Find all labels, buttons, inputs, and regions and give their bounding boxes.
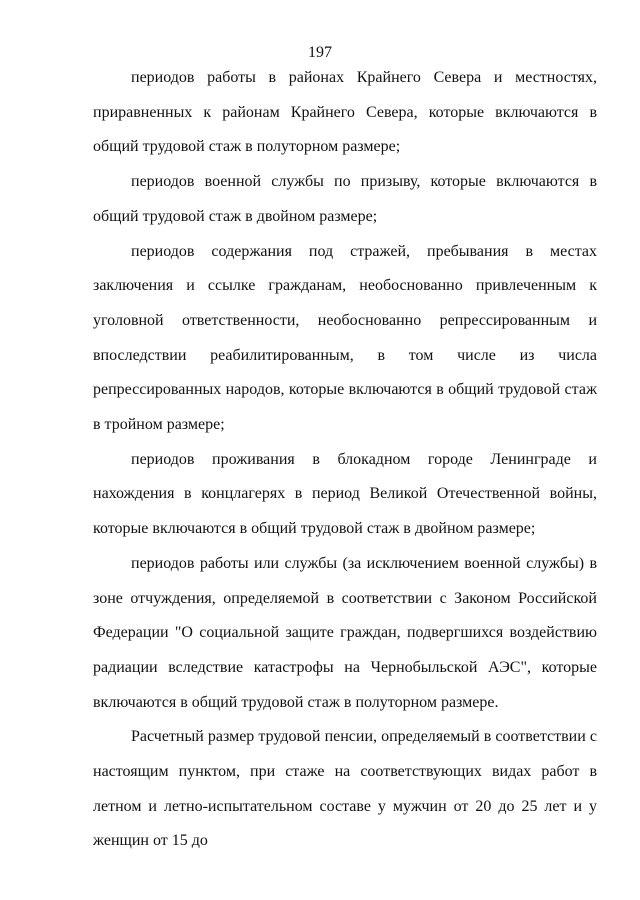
paragraph-chernobyl-zone: периодов работы или службы (за исключением военной службы) в зоне отчуждения, определяемой в соответствии с Законом Российской Федерации "О социальной защите граждан, подвергшихся воздействию радиации вследствие катастрофы на Чернобыльской АЭС", которые включаются в общий трудовой стаж в полуторном размере. [93,554,597,711]
paragraph-military-service: периодов военной службы по призыву, которые включаются в общий трудовой стаж в двойном размере; [93,173,597,225]
paragraph-pension-calculation: Расчетный размер трудовой пенсии, определяемый в соответствии с настоящим пунктом, при стаже на соответствующих видах работ в летном и летно-испытательном составе у мужчин от 20 до 25 лет и у женщин от 15 до [93,728,597,850]
paragraph-leningrad-blockade: периодов проживания в блокадном городе Ленинграде и нахождения в концлагерях в период Великой Отечественной войны, которые включаются в общий трудовой стаж в двойном размере; [93,450,597,538]
document-body [93,61,597,859]
paragraph-north-regions: периодов работы в районах Крайнего Севера и местностях, приравненных к районам Крайнего Севера, которые включаются в общий трудовой стаж в полуторном размере; [93,69,597,156]
paragraph-detention-repressed: периодов содержания под стражей, пребывания в местах заключения и ссылке гражданам, необоснованно привлеченным к уголовной ответственности, необоснованно репрессированным и впоследствии реабилитированным, в том числе из числа репрессированных народов, которые включаются в общий трудовой стаж в тройном размере; [93,242,597,434]
page-number: 197 [308,44,332,61]
